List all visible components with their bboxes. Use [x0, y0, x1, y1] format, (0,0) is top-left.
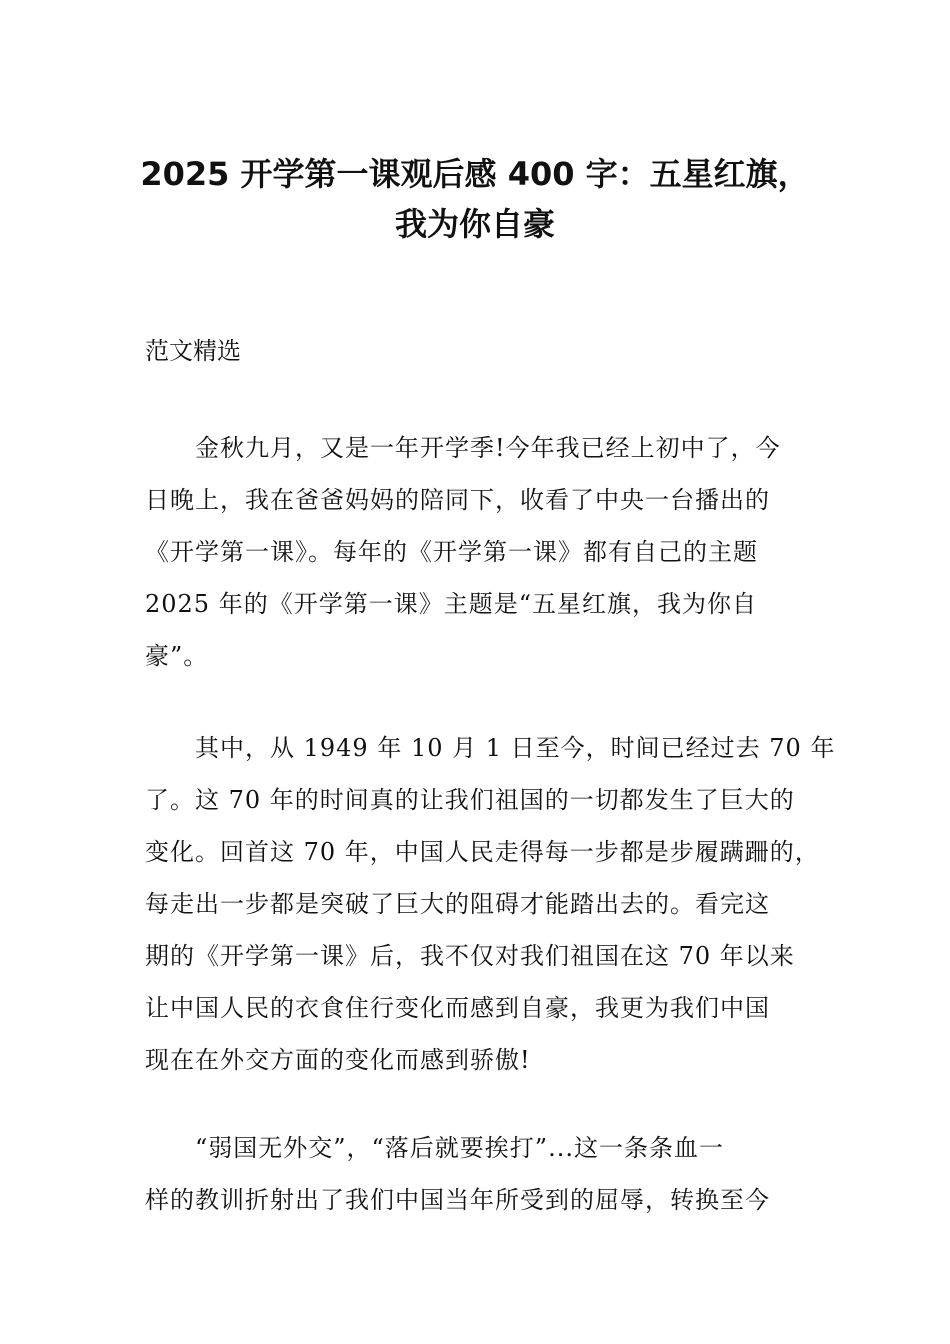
- paragraph-line: 金秋九月，又是一年开学季!今年我已经上初中了，今: [195, 434, 781, 462]
- paragraph-line: 了。这 70 年的时间真的让我们祖国的一切都发生了巨大的: [145, 786, 795, 814]
- section-label: 范文精选: [145, 337, 241, 365]
- paragraph-line: “弱国无外交”，“落后就要挨打”...这一条条血一: [195, 1134, 724, 1162]
- paragraph-line: 每走出一步都是突破了巨大的阻碍才能踏出去的。看完这: [145, 890, 770, 918]
- title-line-1: 2025 开学第一课观后感 400 字：五星红旗，: [140, 155, 810, 194]
- paragraph-line: 让中国人民的衣食住行变化而感到自豪，我更为我们中国: [145, 994, 770, 1022]
- document-title: [100, 149, 850, 249]
- paragraph-2: [145, 730, 835, 1094]
- paragraph-line: 变化。回首这 70 年，中国人民走得每一步都是步履蹒跚的，: [145, 838, 820, 866]
- paragraph-line: 《开学第一课》。每年的《开学第一课》都有自己的主题: [145, 538, 758, 566]
- paragraph-line: 豪”。: [145, 642, 209, 670]
- paragraph-line: 现在在外交方面的变化而感到骄傲!: [145, 1046, 531, 1074]
- paragraph-1: [145, 430, 835, 690]
- paragraph-line: 其中，从 1949 年 10 月 1 日至今，时间已经过去 70 年: [195, 734, 836, 762]
- paragraph-3: [145, 1130, 835, 1234]
- paragraph-line: 日晚上，我在爸爸妈妈的陪同下，收看了中央一台播出的: [145, 486, 770, 514]
- title-line-2: 我为你自豪: [394, 205, 555, 244]
- paragraph-line: 期的《开学第一课》后，我不仅对我们祖国在这 70 年以来: [145, 942, 795, 970]
- paragraph-line: 2025 年的《开学第一课》主题是“五星红旗，我为你自: [145, 590, 757, 618]
- paragraph-line: 样的教训折射出了我们中国当年所受到的屈辱，转换至今: [145, 1186, 770, 1214]
